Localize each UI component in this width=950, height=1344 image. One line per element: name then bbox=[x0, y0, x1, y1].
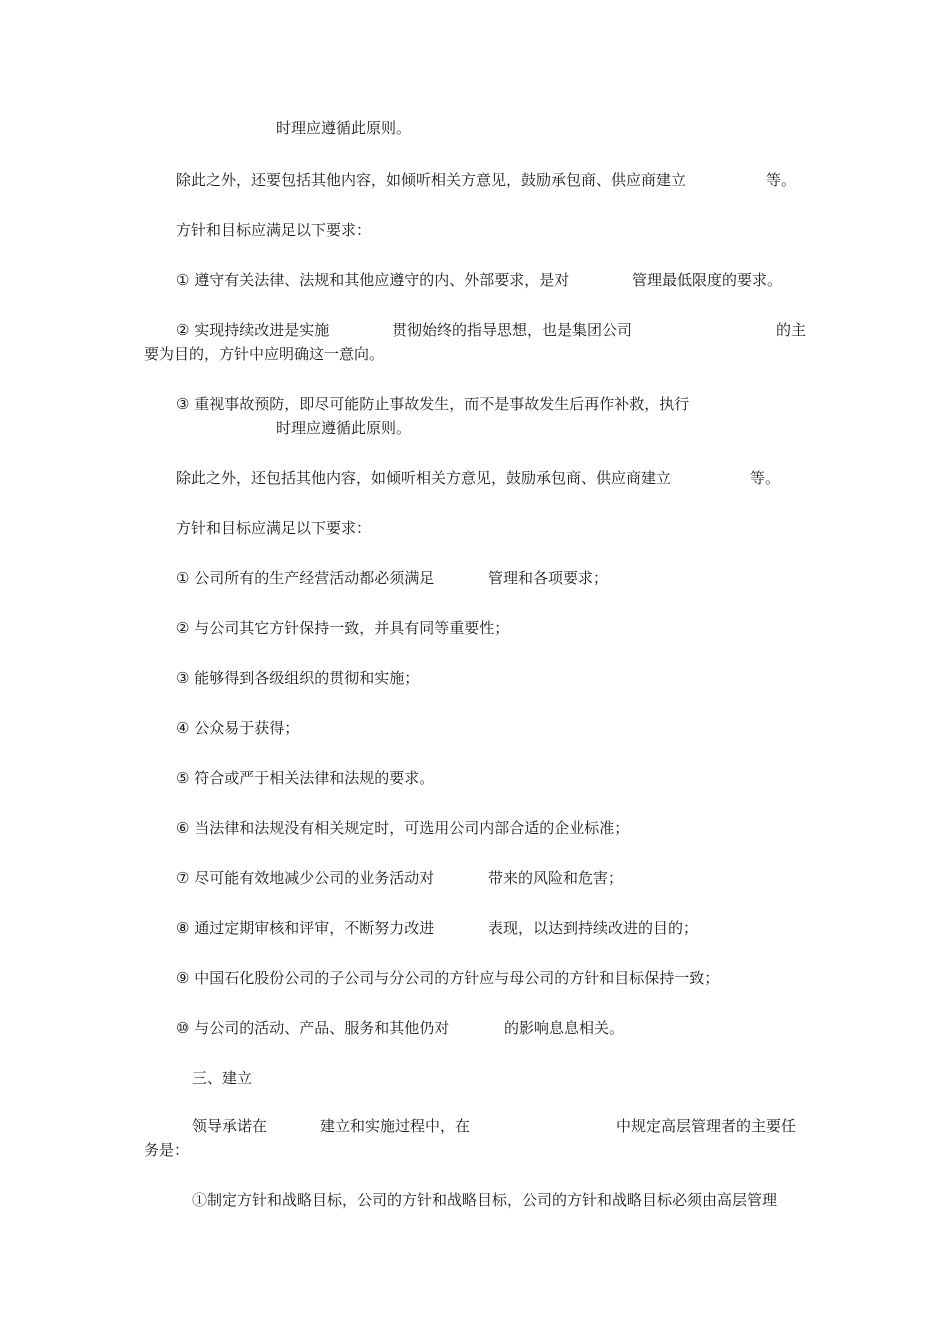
list-item: ② 与公司其它方针保持一致，并具有同等重要性； bbox=[176, 619, 510, 637]
section-intro: 方针和目标应满足以下要求： bbox=[176, 519, 372, 537]
list-number: ⑨ bbox=[176, 969, 190, 987]
list-item-mid: 贯彻始终的指导思想，也是集团公司 bbox=[392, 321, 633, 339]
paragraph-line-tail: 中规定高层管理者的主要任 bbox=[616, 1117, 797, 1135]
list-number: ⑥ bbox=[176, 819, 190, 837]
list-item: ⑥ 当法律和法规没有相关规定时，可选用公司内部合适的企业标准； bbox=[176, 819, 630, 837]
list-number: ① bbox=[176, 569, 190, 587]
list-item: ① 遵守有关法律、法规和其他应遵守的内、外部要求，是对 bbox=[176, 271, 570, 289]
section-intro: 方针和目标应满足以下要求： bbox=[176, 221, 372, 239]
list-item: ③ 重视事故预防，即尽可能防止事故发生，而不是事故发生后再作补救，执行 bbox=[176, 395, 690, 413]
list-number: ④ bbox=[176, 719, 190, 737]
paragraph-line: 除此之外，还包括其他内容，如倾听相关方意见，鼓励承包商、供应商建立 bbox=[176, 469, 672, 487]
list-number: ③ bbox=[176, 669, 190, 687]
section-heading: 三、建立 bbox=[192, 1069, 253, 1087]
list-item-tail: 的主 bbox=[776, 321, 807, 339]
paragraph-line: ①制定方针和战略目标，公司的方针和战略目标，公司的方针和战略目标必须由高层管理 bbox=[192, 1191, 778, 1209]
list-number: ⑩ bbox=[176, 1019, 190, 1037]
list-item: ③ 能够得到各级组织的贯彻和实施； bbox=[176, 669, 420, 687]
list-item: ⑩ 与公司的活动、产品、服务和其他仍对 bbox=[176, 1019, 450, 1037]
list-item: ⑤ 符合或严于相关法律和法规的要求。 bbox=[176, 769, 435, 787]
paragraph-line-tail: 等。 bbox=[750, 469, 781, 487]
continuation-line: 时理应遵循此原则。 bbox=[276, 119, 412, 137]
list-item: ② 实现持续改进是实施 bbox=[176, 321, 330, 339]
list-number: ② bbox=[176, 321, 190, 339]
list-item: ① 公司所有的生产经营活动都必须满足 bbox=[176, 569, 435, 587]
list-number: ⑦ bbox=[176, 869, 190, 887]
list-item: ⑦ 尽可能有效地减少公司的业务活动对 bbox=[176, 869, 435, 887]
list-number: ② bbox=[176, 619, 190, 637]
list-item: ④ 公众易于获得； bbox=[176, 719, 300, 737]
list-item-tail: 带来的风险和危害； bbox=[488, 869, 624, 887]
continuation-line: 务是： bbox=[144, 1141, 190, 1159]
paragraph-line-tail: 等。 bbox=[766, 171, 797, 189]
list-item-tail: 管理最低限度的要求。 bbox=[632, 271, 783, 289]
list-item-tail: 的影响息息相关。 bbox=[504, 1019, 625, 1037]
list-item: ⑧ 通过定期审核和评审，不断努力改进 bbox=[176, 919, 435, 937]
list-item-tail: 管理和各项要求； bbox=[488, 569, 609, 587]
list-item: ⑨ 中国石化股份公司的子公司与分公司的方针应与母公司的方针和目标保持一致； bbox=[176, 969, 720, 987]
list-item-tail: 表现，以达到持续改进的目的； bbox=[488, 919, 699, 937]
paragraph-line: 领导承诺在 bbox=[192, 1117, 268, 1135]
list-number: ③ bbox=[176, 395, 190, 413]
paragraph-line: 除此之外，还要包括其他内容，如倾听相关方意见，鼓励承包商、供应商建立 bbox=[176, 171, 687, 189]
continuation-line: 时理应遵循此原则。 bbox=[276, 419, 412, 437]
list-number: ⑤ bbox=[176, 769, 190, 787]
continuation-line: 要为目的，方针中应明确这一意向。 bbox=[144, 345, 385, 363]
paragraph-line-mid: 建立和实施过程中，在 bbox=[320, 1117, 471, 1135]
list-number: ① bbox=[176, 271, 190, 289]
list-number: ⑧ bbox=[176, 919, 190, 937]
